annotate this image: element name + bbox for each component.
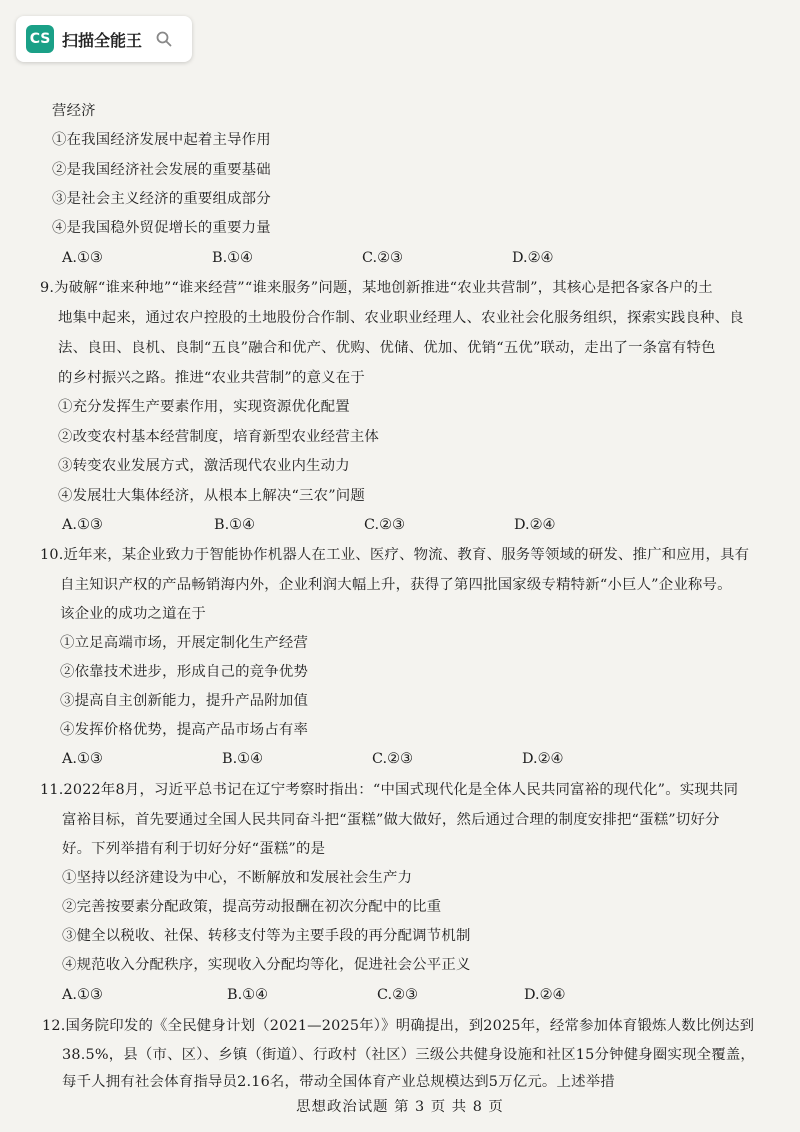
option-a[interactable]: A.①③ (62, 517, 103, 533)
q11-item: ①坚持以经济建设为中心，不断解放和发展社会生产力 (62, 870, 413, 886)
cs-logo: CS (26, 25, 54, 53)
option-d[interactable]: D.②④ (524, 987, 566, 1003)
q10-item: ③提高自主创新能力，提升产品附加值 (60, 693, 309, 709)
q9-stem-line: 的乡村振兴之路。推进“农业共营制”的意义在于 (58, 370, 365, 386)
q11-stem-line: 富裕目标，首先要通过全国人民共同奋斗把“蛋糕”做大做好，然后通过合理的制度安排把“蛋糕”切好分 (62, 812, 720, 828)
q8-stem-tail: 营经济 (52, 103, 96, 119)
q9-item: ②改变农村基本经营制度，培育新型农业经营主体 (58, 429, 379, 445)
q12-stem-line: 每千人拥有社会体育指导员2.16名，带动全国体育产业总规模达到5万亿元。上述举措 (62, 1074, 615, 1090)
q10-stem-line: 10.近年来，某企业致力于智能协作机器人在工业、医疗、物流、教育、服务等领域的研发、推广和应用，具有 (40, 547, 750, 563)
option-c[interactable]: C.②③ (372, 751, 413, 767)
q11-stem-line: 好。下列举措有利于切好分好“蛋糕”的是 (62, 841, 326, 857)
option-c[interactable]: C.②③ (362, 250, 403, 266)
option-b[interactable]: B.①④ (222, 751, 263, 767)
q11-item: ②完善按要素分配政策，提高劳动报酬在初次分配中的比重 (62, 899, 442, 915)
option-b[interactable]: B.①④ (227, 987, 268, 1003)
q10-stem-line: 该企业的成功之道在于 (60, 606, 206, 622)
q8-options (62, 248, 662, 268)
q12-stem-line: 38.5%，县（市、区）、乡镇（街道）、行政村（社区）三级公共健身设施和社区15分钟健身圈实现全覆盖， (62, 1047, 756, 1063)
option-c[interactable]: C.②③ (364, 517, 405, 533)
q9-stem-line: 法、良田、良机、良制“五良”融合和优产、优购、优储、优加、优销“五优”联动，走出了一条富有特色 (58, 340, 716, 356)
option-a[interactable]: A.①③ (62, 987, 103, 1003)
option-b[interactable]: B.①④ (214, 517, 255, 533)
q9-stem-line: 地集中起来，通过农户控股的土地股份合作制、农业职业经理人、农业社会化服务组织，探索实践良种、良 (58, 310, 744, 326)
q12-stem-line: 12.国务院印发的《全民健身计划（2021—2025年）》明确提出，到2025年，经常参加体育锻炼人数比例达到 (42, 1018, 755, 1034)
q10-options (62, 749, 662, 769)
q9-item: ④发展壮大集体经济，从根本上解决“三农”问题 (58, 488, 365, 504)
q11-stem-line: 11.2022年8月，习近平总书记在辽宁考察时指出：“中国式现代化是全体人民共同富裕的现代化”。实现共同 (40, 782, 739, 798)
option-d[interactable]: D.②④ (512, 250, 554, 266)
q10-stem-line: 自主知识产权的产品畅销海内外，企业利润大幅上升，获得了第四批国家级专精特新“小巨人”企业称号。 (60, 577, 732, 593)
app-badge[interactable] (16, 16, 192, 62)
q9-item: ①充分发挥生产要素作用，实现资源优化配置 (58, 399, 350, 415)
q8-item: ④是我国稳外贸促增长的重要力量 (52, 220, 271, 236)
q10-item: ②依靠技术进步，形成自己的竞争优势 (60, 664, 309, 680)
search-icon[interactable] (156, 31, 172, 47)
option-a[interactable]: A.①③ (62, 250, 103, 266)
option-d[interactable]: D.②④ (522, 751, 564, 767)
q11-item: ④规范收入分配秩序，实现收入分配均等化，促进社会公平正义 (62, 957, 471, 973)
q11-options (62, 985, 662, 1005)
q9-options (62, 515, 662, 535)
q8-item: ③是社会主义经济的重要组成部分 (52, 191, 271, 207)
option-a[interactable]: A.①③ (62, 751, 103, 767)
option-c[interactable]: C.②③ (377, 987, 418, 1003)
option-d[interactable]: D.②④ (514, 517, 556, 533)
q11-item: ③健全以税收、社保、转移支付等为主要手段的再分配调节机制 (62, 928, 471, 944)
q10-item: ①立足高端市场，开展定制化生产经营 (60, 635, 309, 651)
q8-item: ②是我国经济社会发展的重要基础 (52, 162, 271, 178)
q10-item: ④发挥价格优势，提高产品市场占有率 (60, 722, 309, 738)
page-footer: 思想政治试题 第 3 页 共 8 页 (296, 1099, 504, 1115)
q9-stem-line: 9.为破解“谁来种地”“谁来经营”“谁来服务”问题，某地创新推进“农业共营制”，其核心是把各家各户的土 (40, 280, 713, 296)
app-name: 扫描全能王 (62, 30, 143, 50)
option-b[interactable]: B.①④ (212, 250, 253, 266)
q8-item: ①在我国经济发展中起着主导作用 (52, 132, 271, 148)
q9-item: ③转变农业发展方式，激活现代农业内生动力 (58, 458, 350, 474)
